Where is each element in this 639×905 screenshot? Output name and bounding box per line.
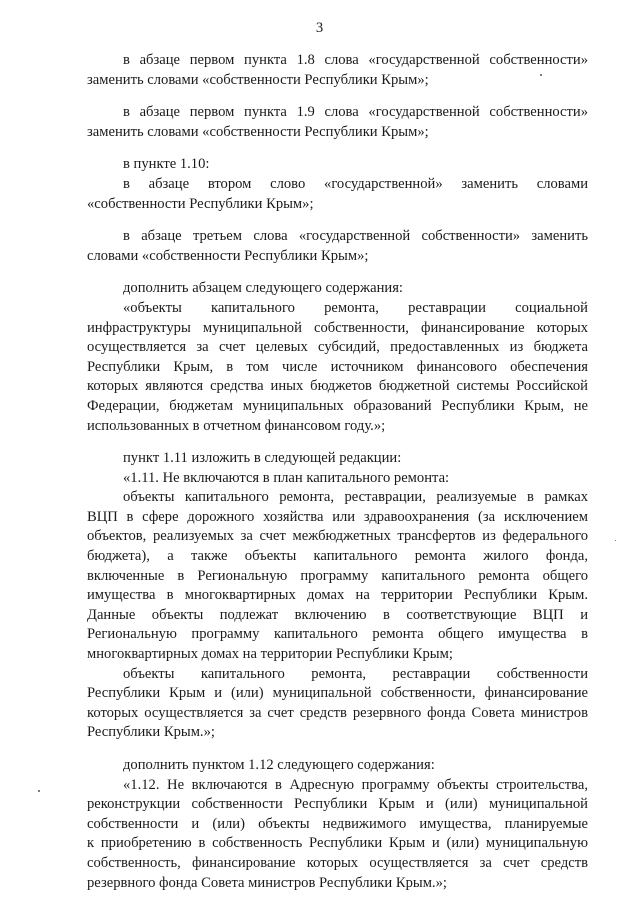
scan-speck [540,74,542,76]
text-line: собственности и (или) объекты недвижимого имущества, планируемые [87,815,588,832]
text-line: в абзаце третьем слова «государственной собственности» заменить [123,228,588,245]
text-line: дополнить абзацем следующего содержания: [123,280,403,297]
text-line: использованных в отчетном финансовом году.»; [87,417,386,434]
page-number: 3 [315,20,324,36]
text-line: «1.11. Не включаются в план капитального ремонта: [123,469,450,486]
scan-speck [38,790,40,792]
text-line: имущества в многоквартирных домах на территории Республики Крым. [87,587,588,604]
text-line: в абзаце первом пункта 1.8 слова «государственной собственности» [123,52,588,68]
text-line: которых осуществляется за счет средств резервного фонда Совета министров [87,704,588,721]
document-body [87,51,588,893]
text-line: многоквартирных домах на территории Республики Крым; [87,646,453,663]
text-line: Данные объекты подлежат включению в соответствующие ВЦП и [87,606,588,623]
paragraph-1-12 [87,756,588,893]
text-line: Республики Крым, в том числе источником финансового обеспечения [87,358,588,375]
text-line: Региональную программу капитального ремонта общего имущества в [87,626,588,643]
text-line: Республики Крым.»; [87,724,215,741]
text-line: словами «собственности Республики Крым»; [87,247,369,264]
text-line: объекты капитального ремонта, реставрации, реализуемые в рамках [123,489,588,506]
paragraph-1-9 [87,103,588,142]
paragraph-1-11 [87,449,588,743]
text-line: Федерации, бюджетам муниципальных образований Республики Крым, не [87,397,588,414]
scan-speck [615,540,616,541]
text-line: Республики Крым и (или) муниципальной собственности, финансирование [87,685,588,702]
paragraph-addition [87,279,588,436]
text-line: реконструкции собственности Республики Крым и (или) муниципальной [87,796,588,813]
text-line: в абзаце первом пункта 1.9 слова «государственной собственности» [123,104,588,121]
text-line: заменить словами «собственности Республики Крым»; [87,123,429,140]
paragraph-1-10 [87,155,588,214]
text-line: «собственности Республики Крым»; [87,195,314,212]
text-line: резервного фонда Совета министров Республики Крым.»; [87,874,447,891]
text-line: объектов, реализуемых за счет межбюджетных трансфертов из федерального [87,528,588,545]
text-line: собственность, финансирование которых осуществляется за счет средств [87,854,588,871]
text-line: инфраструктуры муниципальной собственности, финансирование которых [87,319,588,336]
text-line: бюджета), а также объекты капитального ремонта жилого фонда, [87,548,588,565]
text-line: в абзаце втором слово «государственной» заменить словами [123,175,588,192]
text-line: включенные в Региональную программу капитального ремонта общего [87,567,588,584]
text-line: в пункте 1.10: [123,156,210,173]
text-line: дополнить пунктом 1.12 следующего содержания: [123,757,435,773]
text-line: осуществляется за счет целевых субсидий, предоставленных из бюджета [87,339,588,356]
text-line: «1.12. Не включаются в Адресную программу объекты строительства, [123,776,588,793]
text-line: к приобретению в собственность Республики Крым и (или) муниципальную [87,835,588,852]
text-line: «объекты капитального ремонта, реставрации социальной [123,299,588,316]
text-line: пункт 1.11 изложить в следующей редакции: [123,450,402,467]
text-line: ВЦП в сфере дорожного хозяйства или здравоохранения (за исключением [87,508,588,525]
text-line: заменить словами «собственности Республики Крым»; [87,71,429,88]
paragraph-third [87,227,588,266]
paragraph-1-8 [87,51,588,90]
text-line: объекты капитального ремонта, реставрации собственности [123,665,588,682]
text-line: которых являются средства иных бюджетов бюджетной системы Российской [87,378,588,395]
